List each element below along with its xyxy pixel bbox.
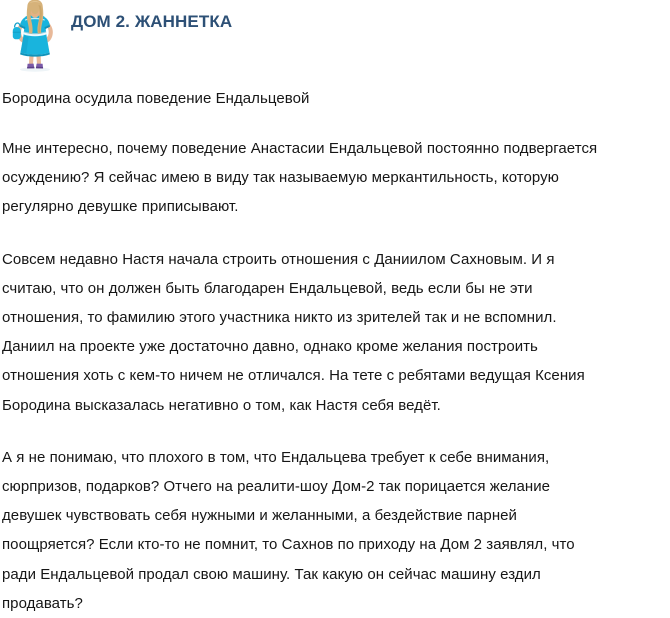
site-header xyxy=(0,0,670,78)
article-paragraph: Мне интересно, почему поведение Анастасии Ендальцевой постоянно подвергается осуждению? Я сейчас имею в виду так называемую меркантильность, которую регулярно девушке приписывают. xyxy=(2,140,598,216)
article-paragraph: А я не понимаю, что плохого в том, что Ендальцева требует к себе внимания, сюрпризов, подарков? Отчего на реалити-шоу Дом-2 так порицается желание девушек чувствовать себя нужными и желанными, а бездействие парней поощряется? Если кто-то не помнит, то Сахнов по приходу на Дом 2 заявлял, что ради Ендальцевой продал свою машину. Так какую он сейчас машину ездил продавать? xyxy=(2,448,575,612)
site-title[interactable]: ДОМ 2. ЖАННЕТКА xyxy=(71,12,233,31)
article-headline: Бородина осудила поведение Ендальцевой xyxy=(2,90,310,107)
article-body xyxy=(2,134,668,618)
article xyxy=(2,88,668,618)
article-paragraph: Совсем недавно Настя начала строить отношения с Даниилом Сахновым. И я считаю, что он должен быть благодарен Ендальцевой, ведь если бы не эти отношения, то фамилию этого участника никто из зрителей так и не вспомнил. Даниил на проекте уже достаточно давно, однако кроме желания построить отношения хоть с кем-то ничем не отличался. На тете с ребятами ведущая Ксения Бородина высказалась негативно о том, как Настя себя ведёт. xyxy=(2,250,585,414)
brand-avatar-icon xyxy=(8,0,62,72)
